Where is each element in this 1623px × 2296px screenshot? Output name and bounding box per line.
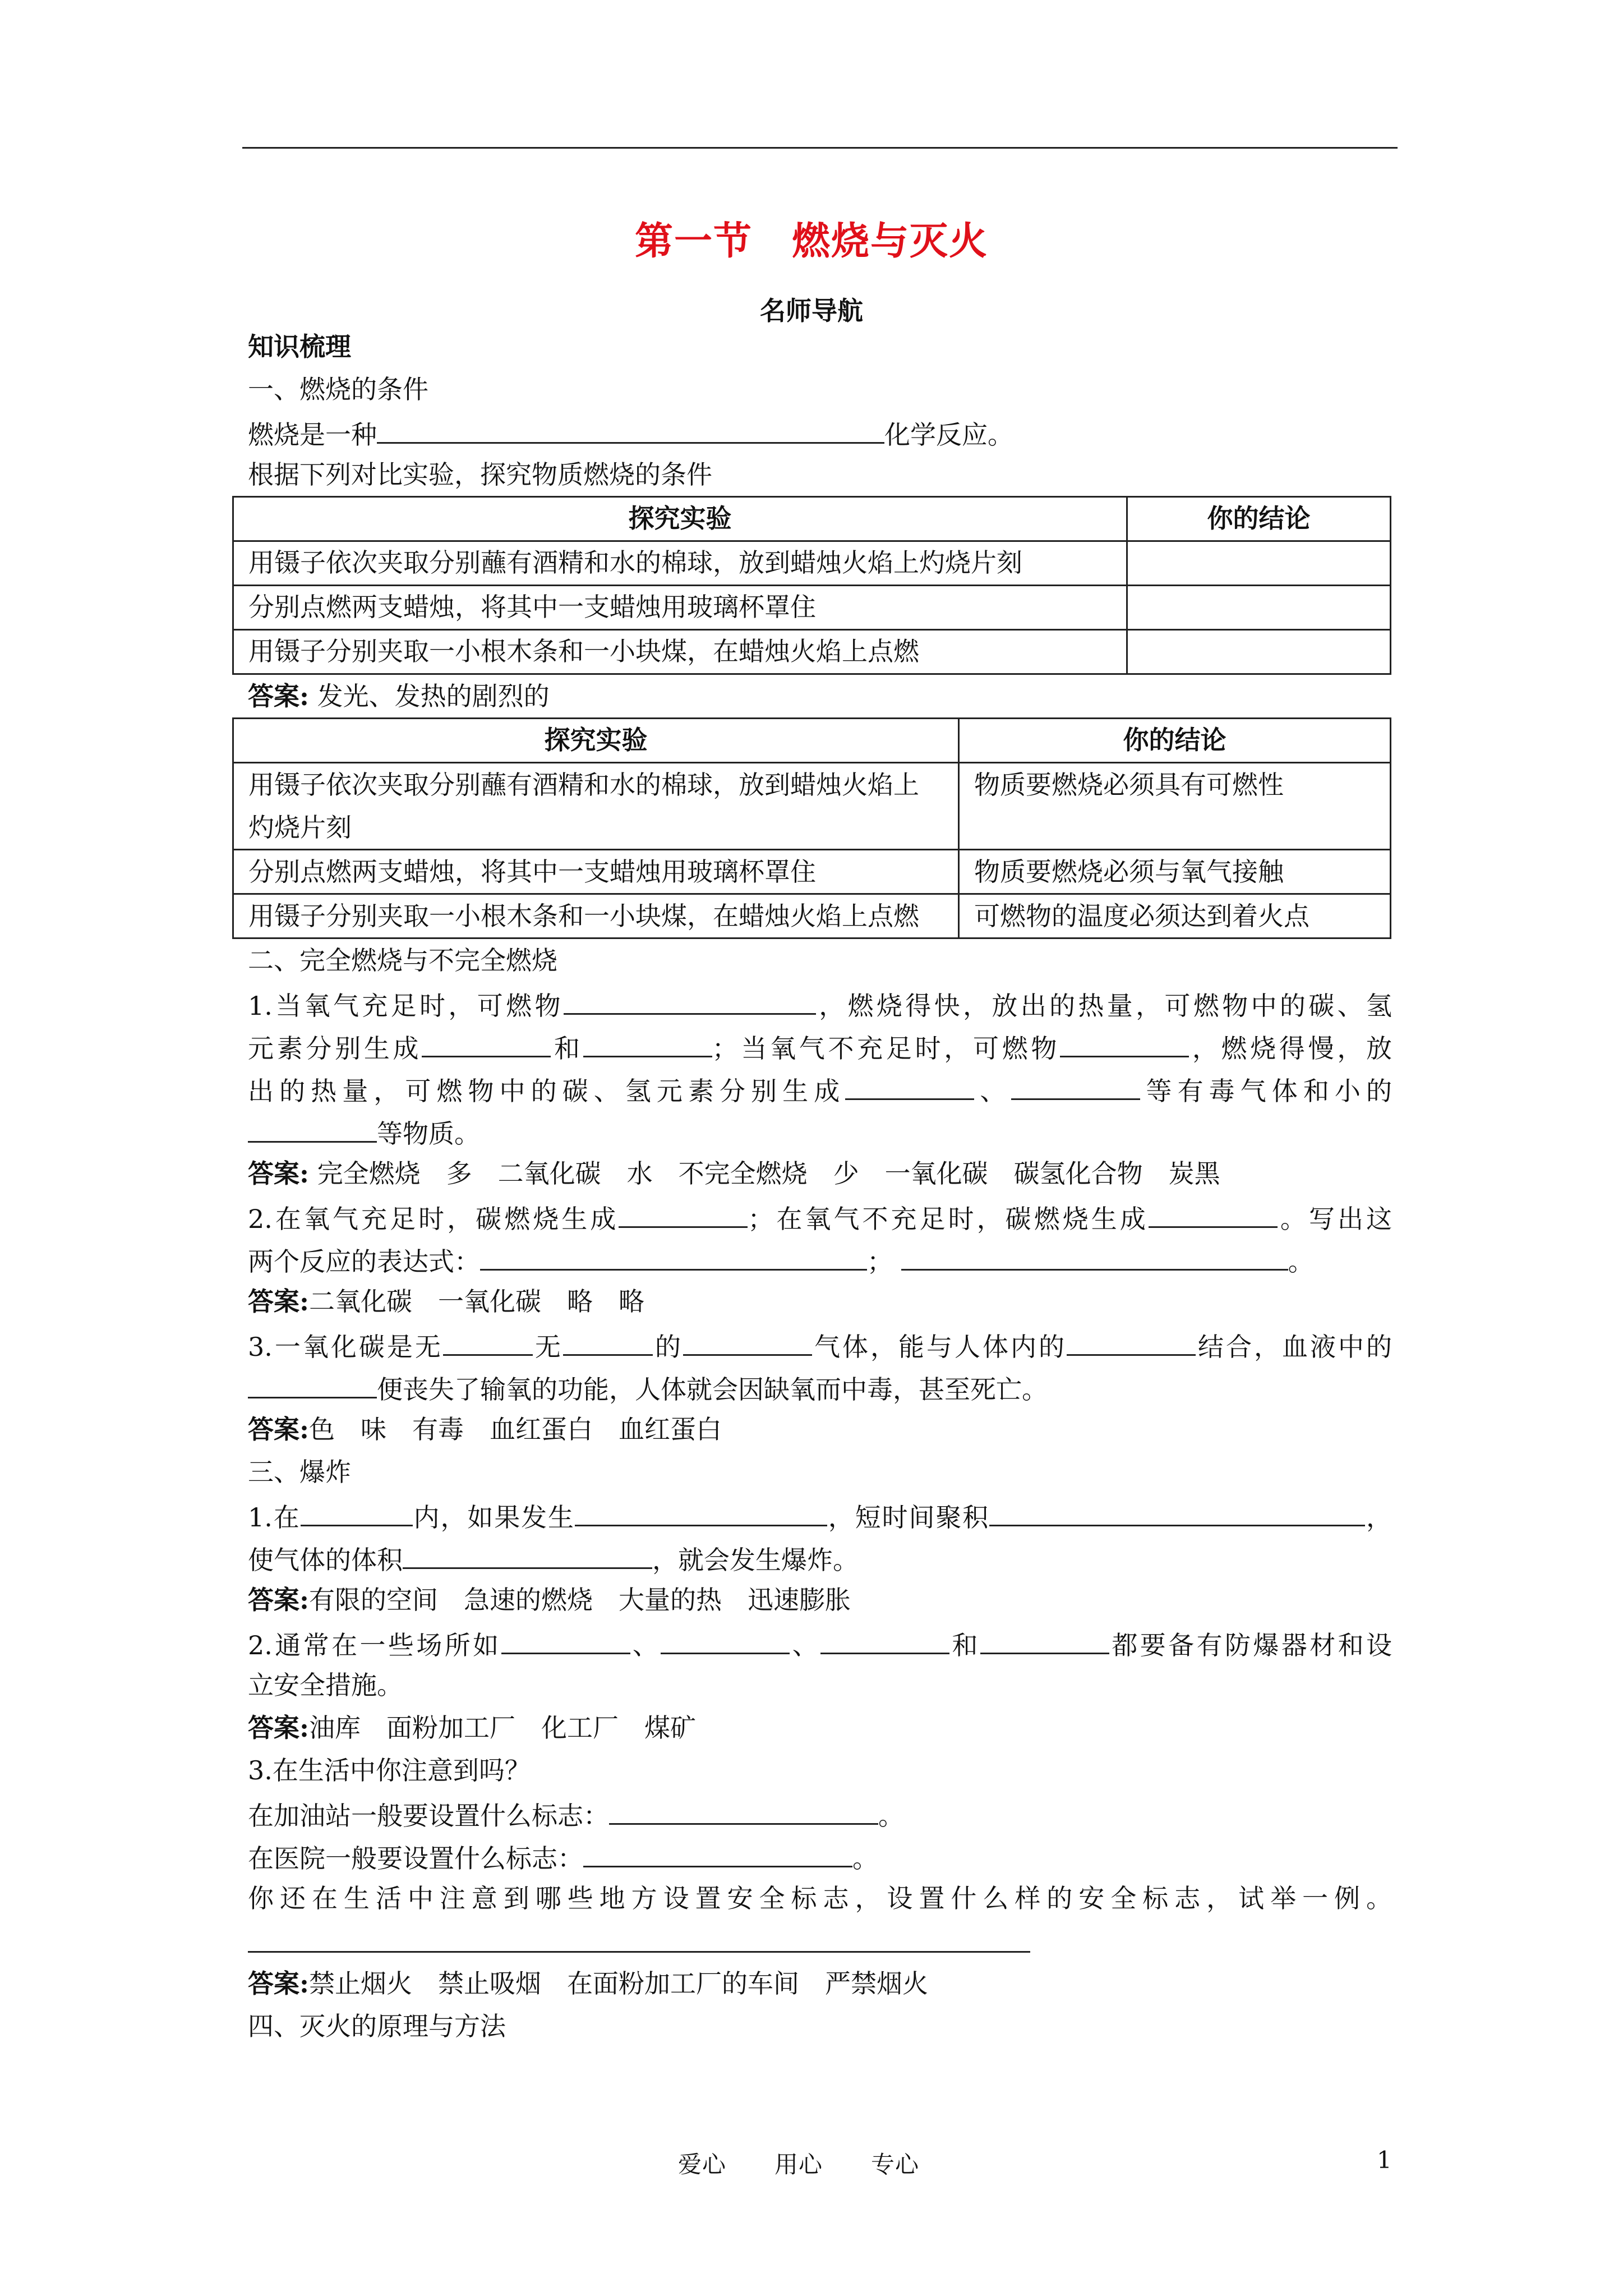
answer-line: 答案: 发光、发热的剧烈的 xyxy=(248,681,550,711)
answer-blank[interactable] xyxy=(575,1493,827,1526)
answer-blank[interactable] xyxy=(1067,1323,1196,1356)
conclusion-cell[interactable] xyxy=(1127,541,1391,586)
answer-blank[interactable] xyxy=(422,1024,551,1057)
answer-blank[interactable] xyxy=(661,1621,790,1654)
question-line: 两个反应的表达式： ； 。 xyxy=(248,1237,1392,1280)
column-header: 探究实验 xyxy=(233,497,1127,541)
page-title: 第一节 燃烧与灭火 xyxy=(634,219,988,264)
answer-blank[interactable] xyxy=(583,1024,712,1057)
experiment-cell: 分别点燃两支蜡烛，将其中一支蜡烛用玻璃杯罩住 xyxy=(233,850,959,894)
table-row xyxy=(233,541,1391,586)
experiment-cell: 用镊子依次夹取分别蘸有酒精和水的棉球，放到蜡烛火焰上灼烧片刻 xyxy=(233,763,959,850)
answer-blank[interactable] xyxy=(301,1493,413,1526)
answer-blank[interactable] xyxy=(564,982,816,1015)
question-line: 2.通常在一些场所如 、 、 和 都要备有防爆器材和设 xyxy=(248,1621,1392,1664)
answer-blank[interactable] xyxy=(820,1621,949,1654)
answer-line: 答案:油库 面粉加工厂 化工厂 煤矿 xyxy=(248,1713,696,1743)
section3-heading: 三、爆炸 xyxy=(248,1457,351,1487)
question-line: 2.在氧气充足时，碳燃烧生成 ；在氧气不充足时，碳燃烧生成 。写出这 xyxy=(248,1195,1392,1237)
answer-blank[interactable] xyxy=(1149,1195,1278,1228)
answer-blank[interactable] xyxy=(248,1110,377,1143)
section1-heading: 一、燃烧的条件 xyxy=(248,374,428,404)
question-line: 1.在 内，如果发生 ，短时间聚积 ， xyxy=(248,1493,1392,1536)
answer-blank[interactable] xyxy=(980,1621,1109,1654)
answer-blank[interactable] xyxy=(845,1067,974,1100)
table-row xyxy=(233,894,1391,938)
answer-line: 答案:禁止烟火 禁止吸烟 在面粉加工厂的车间 严禁烟火 xyxy=(248,1968,928,1999)
experiment-cell: 分别点燃两支蜡烛，将其中一支蜡烛用玻璃杯罩住 xyxy=(233,586,1127,630)
question-line: 在医院一般要设置什么标志： 。 xyxy=(248,1834,1392,1877)
conclusion-cell[interactable] xyxy=(1127,586,1391,630)
answer-blank[interactable] xyxy=(480,1237,867,1271)
conclusion-cell: 可燃物的温度必须达到着火点 xyxy=(959,894,1391,938)
section-subtitle: 名师导航 xyxy=(760,296,863,326)
question-line: 使气体的体积 ，就会发生爆炸。 xyxy=(248,1536,1392,1579)
answer-blank[interactable] xyxy=(248,1365,377,1398)
answer-line: 答案:色 味 有毒 血红蛋白 血红蛋白 xyxy=(248,1414,722,1444)
answer-blank[interactable] xyxy=(501,1621,630,1654)
column-header: 你的结论 xyxy=(959,719,1391,763)
table-header-row xyxy=(233,719,1391,763)
question-line: 3.在生活中你注意到吗？ xyxy=(248,1755,531,1786)
experiment-table xyxy=(232,496,1391,675)
question-line: 元素分别生成 和 ；当氧气不充足时，可燃物 ，燃烧得慢，放 xyxy=(248,1024,1392,1067)
table-row xyxy=(233,586,1391,630)
answer-line: 答案: 完全燃烧 多 二氧化碳 水 不完全燃烧 少 一氧化碳 碳氢化合物 炭黑 xyxy=(248,1158,1220,1189)
answer-blank[interactable] xyxy=(377,411,884,444)
experiment-cell: 用镊子依次夹取分别蘸有酒精和水的棉球，放到蜡烛火焰上灼烧片刻 xyxy=(233,541,1127,586)
question-line: 等物质。 xyxy=(248,1110,1392,1152)
question-line: 在加油站一般要设置什么标志： 。 xyxy=(248,1792,1392,1834)
answer-blank[interactable] xyxy=(609,1792,878,1825)
answer-blank[interactable] xyxy=(583,1834,852,1867)
answer-blank[interactable] xyxy=(989,1493,1365,1526)
experiment-cell: 用镊子分别夹取一小根木条和一小块煤，在蜡烛火焰上点燃 xyxy=(233,894,959,938)
knowledge-heading: 知识梳理 xyxy=(248,332,351,362)
section2-heading: 二、完全燃烧与不完全燃烧 xyxy=(248,945,557,976)
answer-table xyxy=(232,717,1391,939)
answer-blank[interactable] xyxy=(683,1323,812,1356)
conclusion-cell[interactable] xyxy=(1127,630,1391,674)
column-header: 探究实验 xyxy=(233,719,959,763)
column-header: 你的结论 xyxy=(1127,497,1391,541)
table-row xyxy=(233,763,1391,850)
question-line xyxy=(248,1920,1392,1962)
content-body xyxy=(248,325,1392,2047)
answer-line: 答案:二氧化碳 一氧化碳 略 略 xyxy=(248,1286,644,1317)
answer-blank[interactable] xyxy=(1060,1024,1189,1057)
question-line: 便丧失了输氧的功能，人体就会因缺氧而中毒，甚至死亡。 xyxy=(248,1365,1392,1408)
header-rule xyxy=(242,147,1398,149)
page-number: 1 xyxy=(1377,2146,1392,2174)
answer-blank[interactable] xyxy=(563,1323,653,1356)
question-line: 1.当氧气充足时，可燃物 ，燃烧得快，放出的热量，可燃物中的碳、氢 xyxy=(248,982,1392,1024)
answer-blank[interactable] xyxy=(901,1237,1288,1271)
answer-blank[interactable] xyxy=(403,1536,652,1569)
table-row xyxy=(233,850,1391,894)
question-line: 出的热量，可燃物中的碳、氢元素分别生成 、 等有毒气体和小的 xyxy=(248,1067,1392,1110)
answer-blank[interactable] xyxy=(619,1195,748,1228)
question-line: 立安全措施。 xyxy=(248,1670,403,1700)
answer-blank[interactable] xyxy=(443,1323,533,1356)
question-line: 你还在生活中注意到哪些地方设置安全标志，设置什么样的安全标志，试举一例。 xyxy=(248,1883,1392,1913)
footer-motto: 爱心 用心 专心 xyxy=(678,2151,920,2178)
section4-heading: 四、灭火的原理与方法 xyxy=(248,2011,506,2041)
table-row xyxy=(233,630,1391,674)
conclusion-cell: 物质要燃烧必须具有可燃性 xyxy=(959,763,1391,850)
question-line: 3.一氧化碳是无 无 的 气体，能与人体内的 结合，血液中的 xyxy=(248,1323,1392,1365)
answer-line: 答案:有限的空间 急速的燃烧 大量的热 迅速膨胀 xyxy=(248,1585,851,1615)
experiment-cell: 用镊子分别夹取一小根木条和一小块煤，在蜡烛火焰上点燃 xyxy=(233,630,1127,674)
table-header-row xyxy=(233,497,1391,541)
conclusion-cell: 物质要燃烧必须与氧气接触 xyxy=(959,850,1391,894)
answer-blank[interactable] xyxy=(248,1920,1030,1953)
question-combustion: 燃烧是一种 化学反应。 xyxy=(248,411,1392,453)
experiment-intro: 根据下列对比实验，探究物质燃烧的条件 xyxy=(248,459,712,490)
answer-blank[interactable] xyxy=(1011,1067,1140,1100)
